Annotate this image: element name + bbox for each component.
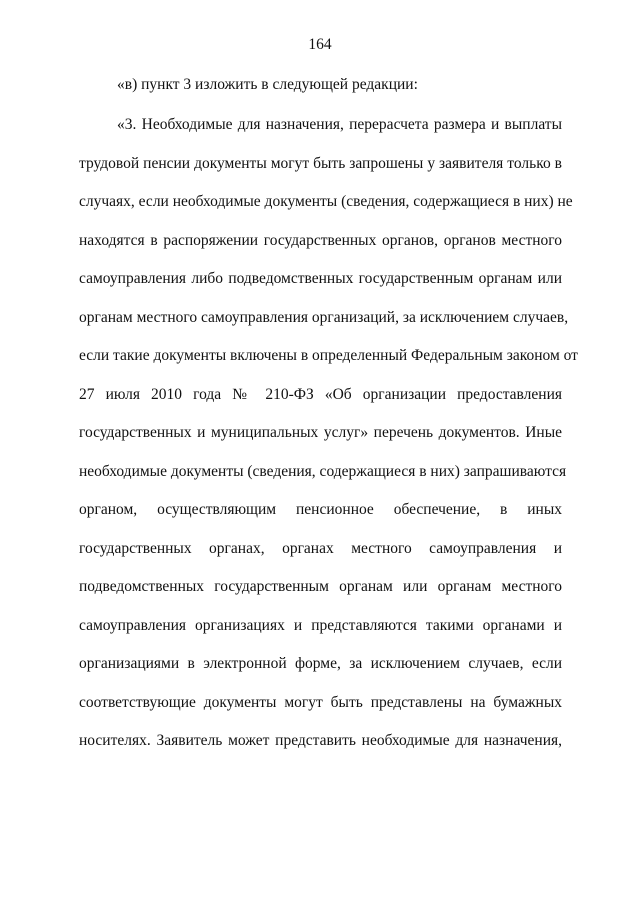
paragraph-line: «3. Необходимые для назначения, перерасчета размера и выплаты [117, 116, 562, 133]
paragraph-line: если такие документы включены в определенный Федеральным законом от [79, 347, 578, 364]
paragraph-line: самоуправления организациях и представляются такими органами и [79, 617, 562, 634]
paragraph-line: 27 июля 2010 года № 210-ФЗ «Об организации предоставления [79, 386, 562, 403]
paragraph-line: подведомственных государственным органам или органам местного [79, 578, 562, 595]
paragraph-line: органам местного самоуправления организаций, за исключением случаев, [79, 309, 569, 326]
paragraph-line: самоуправления либо подведомственных государственным органам или [79, 270, 562, 287]
paragraph-line: организациями в электронной форме, за исключением случаев, если [79, 655, 562, 672]
paragraph-line: необходимые документы (сведения, содержащиеся в них) запрашиваются [79, 463, 567, 480]
amendment-intro: «в) пункт 3 изложить в следующей редакции: [117, 76, 418, 93]
paragraph-line: случаях, если необходимые документы (сведения, содержащиеся в них) не [79, 193, 573, 210]
paragraph-line: органом, осуществляющим пенсионное обеспечение, в иных [79, 501, 562, 518]
paragraph-line: носителях. Заявитель может представить необходимые для назначения, [79, 732, 562, 749]
page-number: 164 [308, 36, 332, 53]
paragraph-line: соответствующие документы могут быть представлены на бумажных [79, 694, 562, 711]
paragraph-line: трудовой пенсии документы могут быть запрошены у заявителя только в [79, 155, 562, 172]
paragraph-line: находятся в распоряжении государственных органов, органов местного [79, 232, 562, 249]
paragraph-line: государственных и муниципальных услуг» перечень документов. Иные [79, 424, 562, 441]
paragraph-line: государственных органах, органах местного самоуправления и [79, 540, 562, 557]
